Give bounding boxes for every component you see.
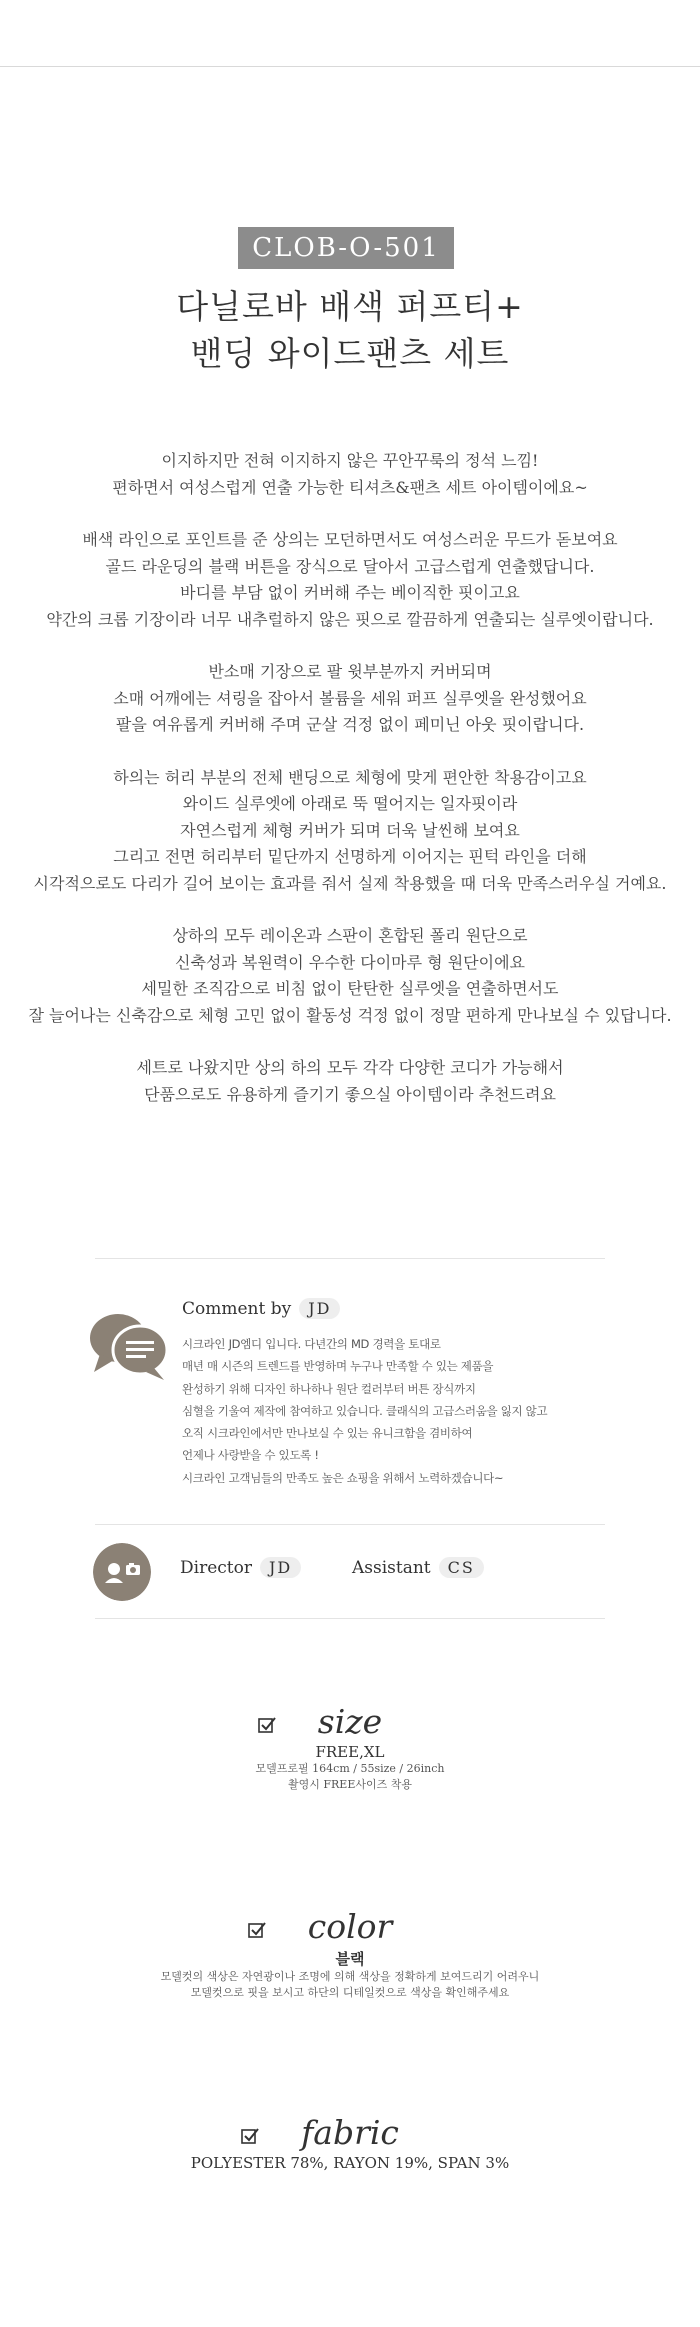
- comment-line: 시크라인 JD엠디 입니다. 다년간의 MD 경력을 토대로: [182, 1337, 441, 1351]
- comment-author-badge: JD: [299, 1298, 340, 1319]
- checkbox-icon: [241, 2127, 259, 2145]
- description-line: 자연스럽게 체형 커버가 되며 더욱 날씬해 보여요: [180, 820, 520, 840]
- top-divider: [0, 66, 700, 67]
- comment-top-divider: [95, 1258, 605, 1259]
- color-heading-text: color: [307, 1907, 393, 1946]
- description-line: 배색 라인으로 포인트를 준 상의는 모던하면서도 여성스러운 무드가 돋보여요: [82, 530, 618, 549]
- director-label: Director: [180, 1558, 252, 1578]
- description-paragraph: [0, 448, 700, 501]
- description-line: 팔을 여유롭게 커버해 주며 군살 걱정 없이 페미닌 아웃 핏이랍니다.: [115, 715, 585, 734]
- description-paragraph: [0, 659, 700, 739]
- size-value: FREE,XL: [315, 1743, 385, 1761]
- comment-line: 매년 매 시즌의 트렌드를 반영하며 누구나 만족할 수 있는 제품을: [182, 1359, 494, 1374]
- comment-label: Comment by: [182, 1299, 292, 1319]
- description-line: 세트로 나왔지만 상의 하의 모두 각각 다양한 코디가 가능해서: [136, 1058, 564, 1077]
- director-credit: [180, 1557, 301, 1578]
- assistant-credit: [352, 1557, 484, 1578]
- fabric-heading: [301, 2113, 399, 2152]
- comment-line: 오직 시크라인에서만 만나보실 수 있는 유니크함을 겸비하여: [182, 1426, 473, 1441]
- description-line: 시각적으로도 다리가 길어 보이는 효과를 줘서 실제 착용했을 때 더욱 만족스러우실 거예요.: [33, 873, 667, 893]
- staff-top-divider: [95, 1524, 605, 1525]
- checkbox-icon: [248, 1921, 266, 1939]
- description-line: 약간의 크롭 기장이라 너무 내추럴하지 않은 핏으로 깔끔하게 연출되는 실루엣이랍니다.: [46, 609, 654, 629]
- description-line: 상하의 모두 레이온과 스판이 혼합된 폴리 원단으로: [172, 926, 528, 945]
- description-paragraph: [0, 527, 700, 633]
- director-badge: JD: [260, 1557, 301, 1578]
- assistant-label: Assistant: [352, 1558, 431, 1578]
- color-value: 블랙: [335, 1950, 365, 1968]
- color-note: 모델컷의 색상은 자연광이나 조명에 의해 색상을 정확하게 보여드리기 어려우니: [160, 1970, 540, 1983]
- size-note: 촬영시 FREE사이즈 착용: [288, 1778, 412, 1791]
- description-line: 단품으로도 유용하게 즐기기 좋으실 아이템이라 추천드려요: [144, 1084, 556, 1104]
- product-title-line-1: 다닐로바 배색 퍼프티+: [176, 287, 524, 326]
- color-section: [0, 1907, 700, 2001]
- description-line: 이지하지만 전혀 이지하지 않은 꾸안꾸룩의 정석 느낌!: [161, 451, 539, 470]
- product-description: [0, 448, 700, 1134]
- staff-bottom-divider: [95, 1618, 605, 1619]
- assistant-badge: CS: [439, 1557, 484, 1578]
- size-section: [0, 1702, 700, 1793]
- comment-body: [182, 1333, 547, 1489]
- description-paragraph: [0, 1055, 700, 1108]
- description-line: 신축성과 복원력이 우수한 다이마루 형 원단이에요: [174, 952, 525, 972]
- comment-heading: [182, 1298, 340, 1319]
- color-heading: [308, 1907, 393, 1946]
- description-line: 바디를 부담 없이 커버해 주는 베이직한 핏이고요: [180, 583, 520, 602]
- description-line: 편하면서 여성스럽게 연출 가능한 티셔츠&팬츠 세트 아이템이에요~: [112, 477, 588, 497]
- product-code-badge: CLOB-O-501: [238, 227, 454, 269]
- color-note: 모델컷으로 핏을 보시고 하단의 디테일컷으로 색상을 확인해주세요: [190, 1986, 510, 1999]
- description-line: 골드 라운딩의 블랙 버튼을 장식으로 달아서 고급스럽게 연출했답니다.: [105, 556, 595, 576]
- fabric-heading-text: fabric: [301, 2113, 399, 2152]
- size-heading-text: size: [317, 1702, 383, 1741]
- staff-camera-icon: [93, 1543, 151, 1601]
- description-line: 와이드 실루엣에 아래로 뚝 떨어지는 일자핏이라: [182, 794, 518, 813]
- comment-line: 완성하기 위해 디자인 하나하나 원단 컬러부터 버튼 장식까지: [182, 1381, 476, 1396]
- fabric-value: POLYESTER 78%, RAYON 19%, SPAN 3%: [190, 2154, 510, 2172]
- description-line: 반소매 기장으로 팔 윗부분까지 커버되며: [208, 662, 492, 681]
- description-paragraph: [0, 923, 700, 1029]
- description-line: 세밀한 조직감으로 비침 없이 탄탄한 실루엣을 연출하면서도: [141, 979, 559, 998]
- description-line: 그리고 전면 허리부터 밑단까지 선명하게 이어지는 핀턱 라인을 더해: [113, 847, 587, 866]
- size-note: 모델프로필 164cm / 55size / 26inch: [255, 1762, 445, 1775]
- size-heading: [318, 1702, 382, 1741]
- speech-bubbles-icon: [88, 1310, 170, 1382]
- comment-line: 시크라인 고객님들의 만족도 높은 쇼핑을 위해서 노력하겠습니다~: [182, 1470, 504, 1485]
- description-line: 소매 어깨에는 셔링을 잡아서 볼륨을 세워 퍼프 실루엣을 완성했어요: [113, 688, 587, 708]
- fabric-section: [0, 2113, 700, 2172]
- product-title-line-2: 밴딩 와이드팬츠 세트: [190, 334, 510, 373]
- checkbox-icon: [258, 1716, 276, 1734]
- description-paragraph: [0, 765, 700, 898]
- description-line: 잘 늘어나는 신축감으로 체형 고민 없이 활동성 걱정 없이 정말 편하게 만나보실 수 있답니다.: [28, 1005, 672, 1025]
- description-line: 하의는 허리 부분의 전체 밴딩으로 체형에 맞게 편안한 착용감이고요: [113, 767, 587, 787]
- comment-line: 심혈을 기울여 제작에 참여하고 있습니다. 클래식의 고급스러움을 잃지 않고: [182, 1403, 548, 1418]
- comment-line: 언제나 사랑받을 수 있도록 !: [182, 1448, 319, 1463]
